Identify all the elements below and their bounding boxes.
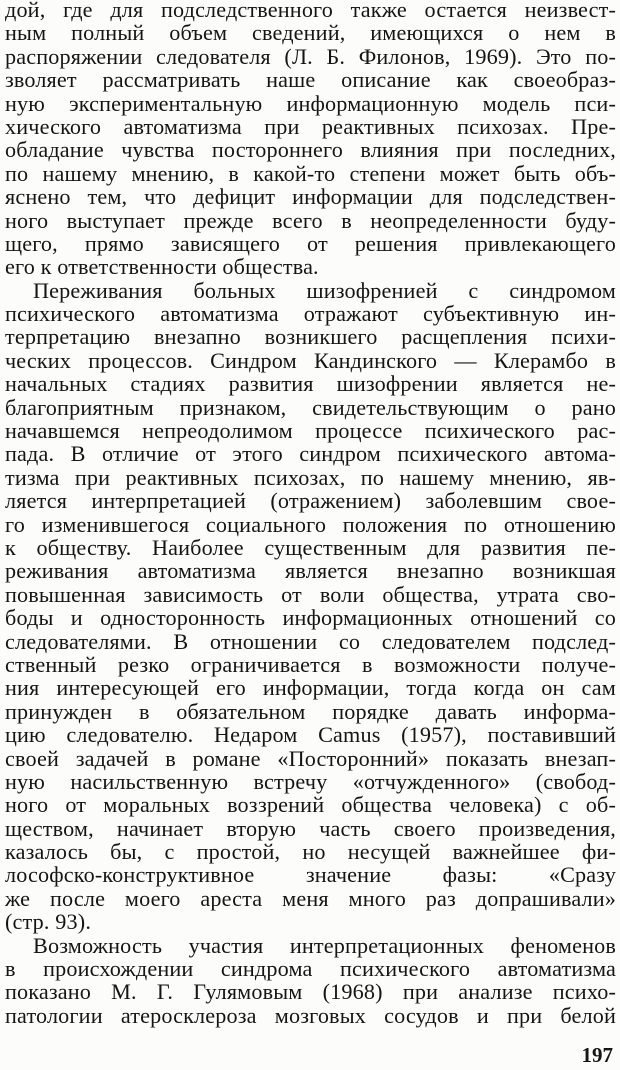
text-line: тизма при реактивных психозах, по нашему мнению, яв-: [5, 464, 616, 490]
paragraph-end-line: его к ответственности общества.: [5, 254, 319, 280]
text-line: ществом, начинает вторую часть своего произведения,: [5, 815, 616, 841]
text-line: своей задачей в романе «Посторонний» показать внезап-: [5, 745, 616, 771]
paragraph-start-line: Возможность участия интерпретационных феноменов: [33, 932, 616, 958]
text-line: принужден в обязательном порядке давать информа-: [5, 698, 616, 724]
text-line: начальных стадиях развития шизофрении является не-: [5, 371, 616, 397]
text-line: к обществу. Наиболее существенным для развития пе-: [5, 534, 616, 560]
text-line: зволяет рассматривать наше описание как своеобраз-: [5, 67, 616, 93]
body-text: [5, 0, 616, 1027]
text-line: пада. В отличие от этого синдром психического автома-: [5, 441, 616, 467]
text-line: в происхождении синдрома психического автоматизма: [5, 956, 616, 982]
text-line: щего, прямо зависящего от решения привлекающего: [5, 230, 616, 256]
text-line: ную насильственную встречу «отчужденного» (свобод-: [5, 768, 616, 794]
text-line: ного от моральных воззрений общества человека) с об-: [5, 792, 616, 818]
paragraph-start-line: Переживания больных шизофренией с синдромом: [33, 277, 616, 303]
text-line: по нашему мнению, в какой-то степени может быть объ-: [5, 160, 616, 186]
text-line: дой, где для подследственного также остается неизвест-: [5, 0, 616, 22]
text-line: благоприятным признаком, свидетельствующим о рано: [5, 394, 616, 420]
text-line: ляется интерпретацией (отражением) заболевшим свое-: [5, 488, 616, 514]
text-line: же после моего ареста меня много раз допрашивали»: [5, 885, 616, 911]
text-line: боды и односторонность информационных отношений со: [5, 605, 616, 631]
paragraph-end-line: (стр. 93).: [5, 909, 92, 935]
text-line: хического автоматизма при реактивных психозах. Пре-: [5, 113, 616, 139]
page-number: 197: [581, 1043, 613, 1067]
text-line: ную экспериментальную информационную модель пси-: [5, 90, 616, 116]
text-line: психического автоматизма отражают субъективную ин-: [5, 301, 616, 327]
text-line: яснено тем, что дефицит информации для подследствен-: [5, 184, 616, 210]
text-line: цию следователю. Недаром Camus (1957), поставивший: [5, 722, 616, 748]
text-line: лософско-конструктивное значение фазы: «Сразу: [5, 862, 616, 888]
text-line: ческих процессов. Синдром Кандинского — Клерамбо в: [5, 347, 616, 373]
text-line: ственный резко ограничивается в возможности получе-: [5, 651, 616, 677]
text-line: го изменившегося социального положения по отношению: [5, 511, 616, 537]
text-line: ного выступает прежде всего в неопределенности буду-: [5, 207, 616, 233]
text-line: распоряжении следователя (Л. Б. Филонов, 1969). Это по-: [5, 43, 616, 69]
text-line: повышенная зависимость от воли общества, утрата сво-: [5, 581, 616, 607]
text-line: начавшемся непреодолимом процессе психического рас-: [5, 418, 616, 444]
text-line: казалось бы, с простой, но несущей важнейшее фи-: [5, 839, 616, 865]
text-line: показано М. Г. Гулямовым (1968) при анализе психо-: [5, 979, 616, 1005]
text-line: обладание чувства постороннего влияния при последних,: [5, 137, 616, 163]
text-line: реживания автоматизма является внезапно возникшая: [5, 558, 616, 584]
text-line: терпретацию внезапно возникшего расщепления психи-: [5, 324, 616, 350]
text-line: следователями. В отношении со следователем подслед-: [5, 628, 616, 654]
text-line: ния интересующей его информации, тогда когда он сам: [5, 675, 616, 701]
text-line: патологии атеросклероза мозговых сосудов и при белой: [5, 1002, 616, 1028]
text-line: ным полный объем сведений, имеющихся о нем в: [5, 20, 616, 46]
